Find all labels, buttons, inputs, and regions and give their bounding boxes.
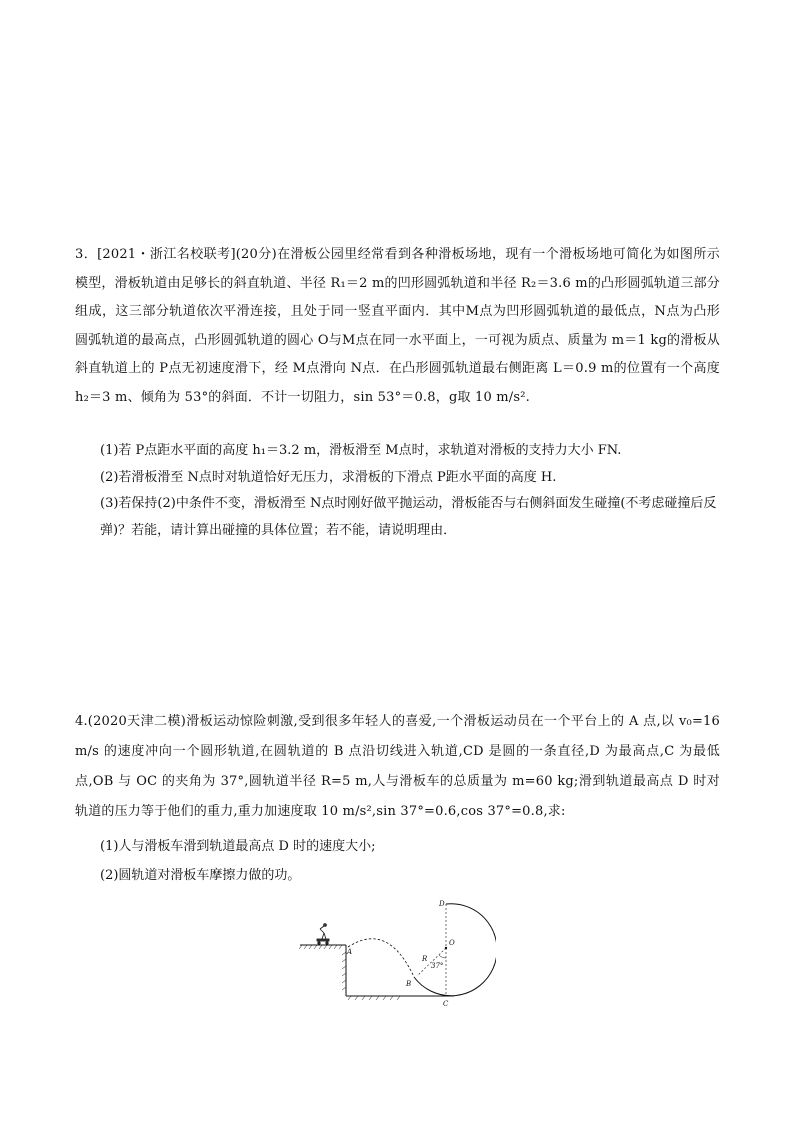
- label-angle: 37°: [431, 962, 444, 970]
- label-o: O: [449, 939, 455, 947]
- question-4-parts: [100, 832, 720, 890]
- question-4-stem: 4.(2020天津二模)滑板运动惊险刺激,受到很多年轻人的喜爱,一个滑板运动员在一个平台上的 A 点,以 v₀=16 m/s 的速度冲向一个圆形轨道,在圆轨道的 B 点沿切线进入轨道,CD 是圆的一条直径,D 为最高点,C 为最低点,OB 与 OC 的夹角为 37°,圆轨道半径 R=5 m,人与滑板车的总质量为 m=60 kg;滑到轨道最高点 D 时对轨道的压力等于他们的重力,重力加速度取 10 m/s²,sin 37°=0.6,cos 37°=0.8,求:: [75, 714, 720, 819]
- label-a: A: [347, 948, 353, 956]
- label-c: C: [443, 1000, 449, 1008]
- angle-arc: [439, 955, 446, 958]
- trajectory-path: [348, 939, 414, 977]
- circular-track: [414, 904, 496, 996]
- question-3-parts: [100, 438, 720, 544]
- question-3-stem: 3．[2021・浙江名校联考](20分)在滑板公园里经常看到各种滑板场地，现有一个滑板场地可简化为如图所示模型，滑板轨道由足够长的斜直轨道、半径 R₁＝2 m的凹形圆弧轨道和半径 R₂＝3.6 m的凸形圆弧轨道三部分组成，这三部分轨道依次平滑连接，且处于同一竖直平面内．其中M点为凹形圆弧轨道的最低点，N点为凸形圆弧轨道的最高点，凸形圆弧轨道的圆心 O与M点在同一水平面上，一可视为质点、质量为 m＝1 kg的滑板从斜直轨道上的 P点无初速度滑下，经 M点滑向 N点．在凸形圆弧轨道最右侧距离 L＝0.9 m的位置有一个高度 h₂＝3 m、倾角为 53°的斜面．不计一切阻力，sin 53°＝0.8，g取 10 m/s².: [75, 247, 720, 405]
- question-3-part-2: (2)若滑板滑至 N点时对轨道恰好无压力，求滑板的下滑点 P距水平面的高度 H.: [100, 469, 557, 485]
- question-3-part-3: (3)若保持(2)中条件不变，滑板滑至 N点时刚好做平抛运动，滑板能否与右侧斜面发生碰撞(不考虑碰撞后反弹)？若能，请计算出碰撞的具体位置；若不能，请说明理由．: [100, 496, 717, 538]
- question-3-part-1: (1)若 P点距水平面的高度 h₁＝3.2 m，滑板滑至 M点时，求轨道对滑板的支持力大小 FN.: [100, 443, 622, 458]
- center-o: [445, 947, 447, 949]
- skateboard-loop-figure: [296, 897, 496, 1019]
- skater-icon: [317, 924, 329, 945]
- label-d: D: [439, 900, 445, 908]
- question-4-part-1: (1)人与滑板车滑到轨道最高点 D 时的速度大小;: [100, 839, 376, 854]
- label-b: B: [406, 980, 412, 988]
- label-r: R: [422, 955, 428, 963]
- platform: [299, 945, 454, 1000]
- question-4-part-2: (2)圆轨道对滑板车摩擦力做的功。: [100, 868, 301, 883]
